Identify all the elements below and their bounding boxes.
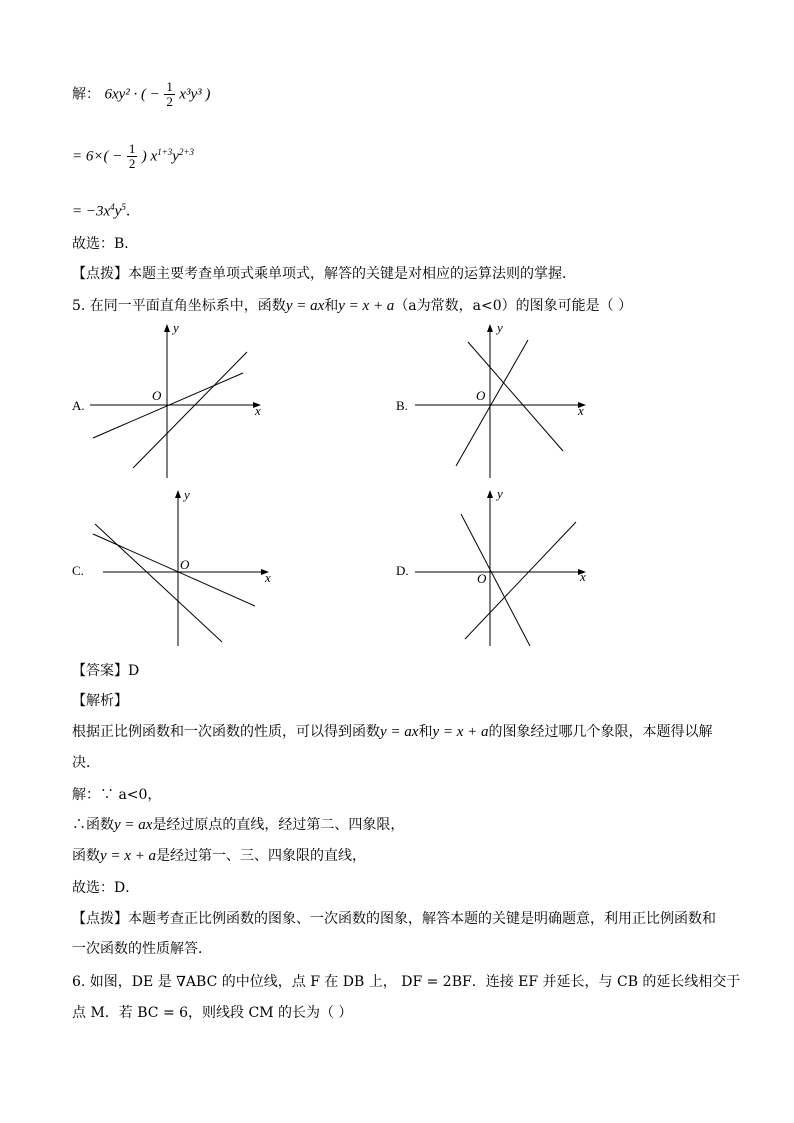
q5-solution-2 xyxy=(72,815,404,835)
q5-tip-1: 【点拨】本题考查正比例函数的图象、一次函数的图象，解答本题的关键是明确题意，利用正比例函数和 xyxy=(72,911,716,927)
b-axis-x: x xyxy=(578,403,584,418)
exp-y: 2+3 xyxy=(178,147,195,157)
expr2-head: = 6×( − xyxy=(72,148,123,165)
expr3-tail: . xyxy=(125,203,131,220)
exp-x: 1+3 xyxy=(157,147,173,157)
q5-analysis-title: 【解析】 xyxy=(72,693,128,709)
option-d-label[interactable]: D. xyxy=(396,563,409,578)
sol-2b: 是经过原点的直线，经过第二、四象限， xyxy=(152,817,405,833)
q5-analysis-line-2: 决． xyxy=(72,755,100,771)
option-c-label[interactable]: C. xyxy=(72,563,84,578)
frac-den: 2 xyxy=(166,94,173,109)
option-b-graph xyxy=(410,318,600,483)
solution-tip: 【点拨】本题主要考查单项式乘单项式，解答的关键是对相应的运算法则的掌握． xyxy=(72,266,576,282)
option-a-label[interactable]: A. xyxy=(72,398,85,413)
sol-3a: 函数 xyxy=(72,848,100,864)
q5-stem-a: 5. 在同一平面直角坐标系中，函数 xyxy=(72,298,286,314)
expr1-tail: x³y³ ) xyxy=(179,86,211,103)
q5-tip-2: 一次函数的性质解答． xyxy=(72,941,212,957)
a-origin: O xyxy=(152,388,162,403)
q5-choice: 故选：D． xyxy=(72,880,140,896)
fraction-one-half-2 xyxy=(127,142,138,171)
option-b-label[interactable]: B. xyxy=(396,398,408,413)
frac-num: 1 xyxy=(166,79,173,94)
solution-expression-3: = $-3x^4y^5$. xyxy=(72,202,131,220)
b-axis-y: y xyxy=(497,320,503,335)
frac-den-2: 2 xyxy=(128,156,136,172)
analysis-1c: 的图象经过哪几个象限，本题得以解 xyxy=(488,724,713,740)
c-axis-y: y xyxy=(184,487,190,502)
analysis-1a: 根据正比例函数和一次函数的性质，可以得到函数 xyxy=(72,724,380,740)
expr2-tail: ) x xyxy=(141,148,158,165)
solution-label: 解： xyxy=(72,86,100,103)
q5-stem-b: 和 xyxy=(324,298,339,314)
d-origin: O xyxy=(477,571,487,586)
q5-solution-1: 解：∵ a<0， xyxy=(72,787,162,803)
q6-line-2: 点 M．若 BC = 6，则线段 CM 的长为（ ） xyxy=(72,1005,353,1021)
solution-expression-2: = 6×( − $\frac{1}{2}$ ) $x^{1+3}y^{2+3}$ xyxy=(72,141,195,172)
expr3-head: = −3x xyxy=(72,203,111,220)
solution-choice: 故选：B． xyxy=(72,236,139,252)
option-a-graph xyxy=(85,318,275,483)
solution-expression-1 xyxy=(72,80,210,109)
frac-num-2: 1 xyxy=(128,141,136,157)
option-c-graph xyxy=(85,484,275,649)
q5-f1: y = ax xyxy=(285,298,325,314)
sol-f1: y = ax xyxy=(114,817,153,833)
expr1-head: 6xy² · ( − xyxy=(104,86,160,103)
sol-2a: ∴函数 xyxy=(72,817,114,833)
d-axis-y: y xyxy=(497,486,503,501)
analysis-1b: 和 xyxy=(418,724,433,740)
analysis-f2: y = x + a xyxy=(432,724,489,740)
option-d-graph xyxy=(410,484,600,649)
fraction-one-half xyxy=(164,80,175,109)
c-axis-x: x xyxy=(265,570,271,585)
sol-3b: 是经过第一、三、四象限的直线， xyxy=(156,848,367,864)
q6-line-1: 6. 如图，DE 是 ∇ABC 的中位线，点 F 在 DB 上， DF = 2BF．连接 EF 并延长，与 CB 的延长线相交于 xyxy=(72,974,741,990)
d-axis-x: x xyxy=(580,569,586,584)
q5-stem xyxy=(72,296,632,316)
b-origin: O xyxy=(476,388,486,403)
q5-analysis-line-1 xyxy=(72,722,713,742)
q5-solution-3 xyxy=(72,846,366,866)
exp3-x: 4 xyxy=(110,202,115,212)
a-axis-x: x xyxy=(255,403,261,418)
q5-f2: y = x + a xyxy=(338,298,395,314)
q5-answer: 【答案】D xyxy=(72,663,140,679)
exp3-y: 5 xyxy=(121,202,126,212)
q5-stem-c: （a为常数，a<0）的图象可能是（ ） xyxy=(394,298,633,314)
analysis-f1: y = ax xyxy=(380,724,419,740)
c-origin: O xyxy=(180,557,190,572)
a-axis-y: y xyxy=(173,320,179,335)
sol-f2: y = x + a xyxy=(100,848,157,864)
